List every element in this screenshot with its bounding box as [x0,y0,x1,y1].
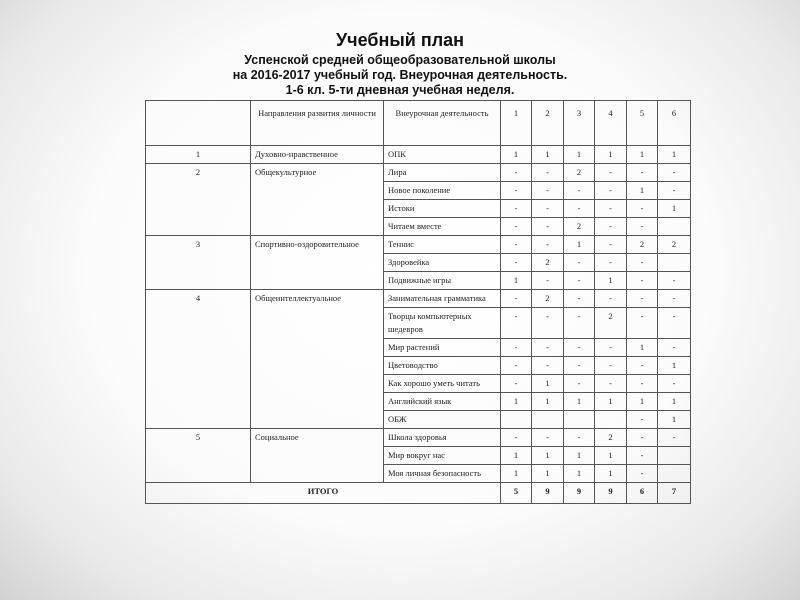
header-activity: Внеурочная деятельность [384,101,501,146]
grade-3-hours: - [564,290,595,308]
grade-2-hours: - [532,357,564,375]
grade-6-hours: 1 [658,200,691,218]
group-direction: Общеинтеллектуальное [251,290,384,429]
grade-5-hours: 1 [627,339,658,357]
grade-4-hours: - [595,254,627,272]
activity-name: Моя личная безопасность [384,465,501,483]
activity-name: Мир растений [384,339,501,357]
grade-5-hours: - [627,447,658,465]
header-direction: Направления развития личности [251,101,384,146]
grade-4-hours: 1 [595,146,627,164]
grade-1-hours: 1 [501,465,532,483]
grade-5-hours: 1 [627,182,658,200]
grade-5-hours: - [627,272,658,290]
group-number: 4 [146,290,251,429]
grade-5-hours: 1 [627,393,658,411]
header-grade-1: 1 [501,101,532,146]
grade-3-hours: 2 [564,164,595,182]
grade-1-hours: - [501,375,532,393]
grade-2-hours: 2 [532,254,564,272]
grade-3-hours: 1 [564,236,595,254]
table-body [146,101,691,504]
activity-name: Творцы компьютерных шедевров [384,308,501,339]
grade-3-hours: - [564,429,595,447]
grade-5-hours: - [627,375,658,393]
activity-name: Цветоводство [384,357,501,375]
grade-6-hours [658,447,691,465]
grade-1-hours: - [501,429,532,447]
grade-6-hours: 2 [658,236,691,254]
grade-5-hours: 1 [627,146,658,164]
grade-4-hours: 2 [595,429,627,447]
grade-5-hours: 2 [627,236,658,254]
grade-2-hours: - [532,200,564,218]
grade-2-hours: - [532,308,564,339]
header-grade-3: 3 [564,101,595,146]
grade-4-hours: - [595,218,627,236]
grade-2-hours: 1 [532,146,564,164]
grade-4-hours: 1 [595,447,627,465]
group-number: 5 [146,429,251,483]
header-grade-2: 2 [532,101,564,146]
total-grade-6: 7 [658,483,691,504]
grade-5-hours: - [627,290,658,308]
header-number [146,101,251,146]
grade-3-hours: - [564,272,595,290]
activity-name: Подвижные игры [384,272,501,290]
grade-5-hours: - [627,357,658,375]
grade-5-hours: - [627,164,658,182]
total-grade-1: 5 [501,483,532,504]
grade-2-hours: - [532,182,564,200]
group-direction: Духовно-нравственное [251,146,384,164]
grade-6-hours: 1 [658,146,691,164]
activity-name: Школа здоровья [384,429,501,447]
grade-6-hours: 1 [658,357,691,375]
grade-5-hours: - [627,411,658,429]
grade-1-hours: - [501,290,532,308]
grade-3-hours: - [564,357,595,375]
grade-1-hours: - [501,357,532,375]
grade-1-hours: - [501,218,532,236]
header-grade-5: 5 [627,101,658,146]
activity-name: Новое поколение [384,182,501,200]
page-title: Учебный план [335,30,465,50]
grade-2-hours: - [532,339,564,357]
grade-4-hours: 1 [595,272,627,290]
grade-3-hours: - [564,200,595,218]
grade-3-hours: - [564,254,595,272]
grade-2-hours: - [532,272,564,290]
grade-4-hours: - [595,339,627,357]
grade-3-hours: 1 [564,393,595,411]
grade-3-hours: 2 [564,218,595,236]
grade-6-hours: - [658,272,691,290]
activity-name: Лира [384,164,501,182]
grade-4-hours: - [595,200,627,218]
activity-name: Здоровейка [384,254,501,272]
grade-6-hours: - [658,290,691,308]
grade-3-hours: - [564,182,595,200]
activity-name: Как хорошо уметь читать [384,375,501,393]
grade-4-hours: - [595,236,627,254]
grade-1-hours: - [501,308,532,339]
total-grade-5: 6 [627,483,658,504]
activity-name: Мир вокруг нас [384,447,501,465]
grade-6-hours: - [658,375,691,393]
grade-3-hours: 1 [564,146,595,164]
group-direction: Общекультурное [251,164,384,236]
activity-name: Занимательная грамматика [384,290,501,308]
activity-name: ОПК [384,146,501,164]
grade-1-hours: - [501,182,532,200]
table-row [146,164,691,182]
grade-4-hours: - [595,375,627,393]
activity-name: Читаем вместе [384,218,501,236]
grade-2-hours [532,411,564,429]
table-row [146,429,691,447]
grade-1-hours: - [501,339,532,357]
activity-name: ОБЖ [384,411,501,429]
grade-1-hours: - [501,200,532,218]
grade-4-hours: - [595,182,627,200]
group-number: 2 [146,164,251,236]
grade-3-hours: - [564,375,595,393]
grade-6-hours [658,465,691,483]
curriculum-table [145,100,691,504]
group-number: 3 [146,236,251,290]
group-number: 1 [146,146,251,164]
grade-3-hours: 1 [564,447,595,465]
grade-5-hours: - [627,254,658,272]
header-grade-4: 4 [595,101,627,146]
total-label: ИТОГО [146,483,501,504]
grade-1-hours: 1 [501,393,532,411]
subtitle-line-3: 1-6 кл. 5-ти дневная учебная неделя. [285,83,515,97]
grade-4-hours: 1 [595,393,627,411]
grade-1-hours: - [501,254,532,272]
grade-4-hours: - [595,164,627,182]
table-row [146,146,691,164]
grade-5-hours: - [627,200,658,218]
grade-3-hours: 1 [564,465,595,483]
grade-1-hours: 1 [501,146,532,164]
activity-name: Английский язык [384,393,501,411]
grade-5-hours: - [627,429,658,447]
grade-3-hours: - [564,308,595,339]
grade-2-hours: 1 [532,375,564,393]
grade-3-hours: - [564,339,595,357]
grade-2-hours: 1 [532,465,564,483]
grade-2-hours: - [532,236,564,254]
grade-6-hours: - [658,164,691,182]
total-grade-2: 9 [532,483,564,504]
grade-6-hours: - [658,339,691,357]
activity-name: Теннис [384,236,501,254]
grade-4-hours: - [595,290,627,308]
subtitle-line-1: Успенской средней общеобразовательной школы [244,53,556,67]
grade-6-hours: 1 [658,411,691,429]
grade-6-hours [658,218,691,236]
grade-6-hours: 1 [658,393,691,411]
grade-4-hours [595,411,627,429]
grade-2-hours: - [532,218,564,236]
grade-5-hours: - [627,308,658,339]
grade-1-hours: 1 [501,447,532,465]
grade-1-hours: - [501,236,532,254]
activity-name: Истоки [384,200,501,218]
header-grade-6: 6 [658,101,691,146]
table-row [146,236,691,254]
table-row [146,290,691,308]
grade-5-hours: - [627,465,658,483]
grade-6-hours [658,254,691,272]
grade-2-hours: 2 [532,290,564,308]
grade-4-hours: 1 [595,465,627,483]
grade-6-hours: - [658,182,691,200]
group-direction: Социальное [251,429,384,483]
grade-5-hours: - [627,218,658,236]
total-grade-4: 9 [595,483,627,504]
subtitle-line-2: на 2016-2017 учебный год. Внеурочная деятельность. [232,68,568,82]
grade-4-hours: 2 [595,308,627,339]
grade-1-hours [501,411,532,429]
grade-6-hours: - [658,429,691,447]
grade-2-hours: - [532,164,564,182]
grade-6-hours: - [658,308,691,339]
total-row [146,483,691,504]
grade-3-hours [564,411,595,429]
grade-1-hours: 1 [501,272,532,290]
group-direction: Спортивно-оздоровительное [251,236,384,290]
grade-1-hours: - [501,164,532,182]
grade-2-hours: - [532,429,564,447]
grade-2-hours: 1 [532,393,564,411]
grade-4-hours: - [595,357,627,375]
table-header-row [146,101,691,146]
grade-2-hours: 1 [532,447,564,465]
total-grade-3: 9 [564,483,595,504]
